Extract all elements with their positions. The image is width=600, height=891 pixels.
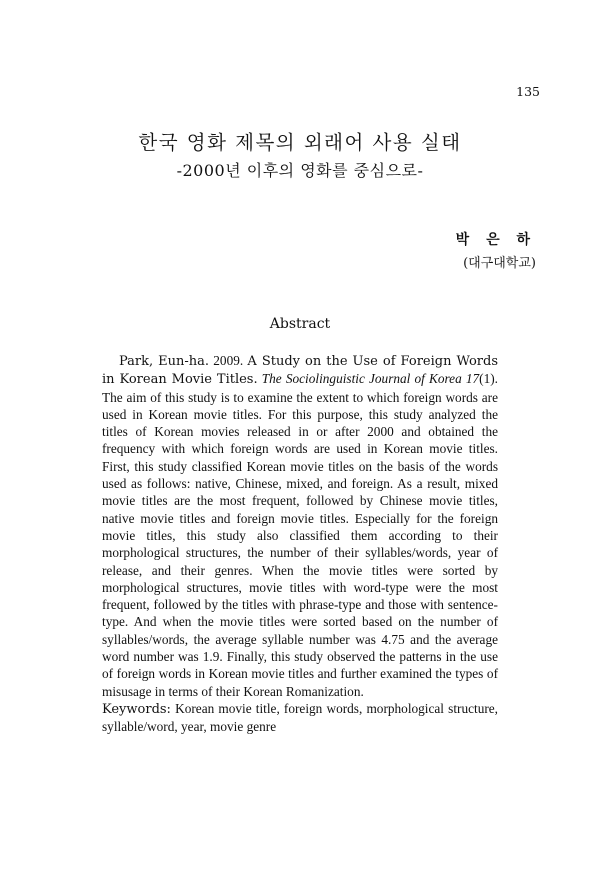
- author-affiliation: (대구대학교): [463, 256, 536, 271]
- abstract-text: The aim of this study is to examine the extent to which foreign words are used in Korean movie titles. For this purpose, this study analyzed the titles of Korean movies released in or after 2000 and obtained the frequency with which foreign words are used in Korean movie titles. First, this study classified Korean movie titles on the basis of the words used as follows: native, Chinese, mixed, and foreign. As a result, mixed movie titles are the most frequent, followed by Chinese movie titles, native movie titles and foreign movie titles. Especially for the foreign movie titles, this study also classified them according to their morphological structures, the number of their syllables/words, year of release, and their genres. When the movie titles were sorted by morphological structures, movie titles with word-type were the most frequent, followed by the titles with phrase-type and those with sentence-type. And when the movie titles were sorted based on the number of syllables/words, the average syllable number was 4.75 and the average word number was 1.9. Finally, this study observed the patterns in the use of foreign words in Korean movie titles and further examined the types of misusage in terms of their Korean Romanization.: [102, 389, 498, 699]
- citation-volume: 17: [465, 371, 480, 387]
- citation-journal: The Sociolinguistic Journal of Korea: [261, 371, 462, 387]
- paper-title: 한국 영화 제목의 외래어 사용 실태: [138, 131, 462, 154]
- citation-title: A Study on the Use of Foreign Words in Korean Movie Titles.: [102, 354, 498, 388]
- paper-subtitle: -2000년 이후의 영화를 중심으로-: [176, 161, 424, 180]
- keywords-list: Korean movie title, foreign words, morphological structure, syllable/word, year, movie genre: [102, 700, 498, 735]
- page-number: 135: [516, 84, 540, 99]
- abstract-heading: Abstract: [269, 316, 331, 332]
- keywords-label: Keywords:: [102, 701, 171, 717]
- citation-year: 2009.: [213, 353, 244, 368]
- abstract-body: [102, 352, 498, 736]
- author-name: 박 은 하: [455, 232, 536, 248]
- citation-author: Park, Eun-ha.: [119, 354, 210, 369]
- citation-issue: (1).: [479, 371, 499, 387]
